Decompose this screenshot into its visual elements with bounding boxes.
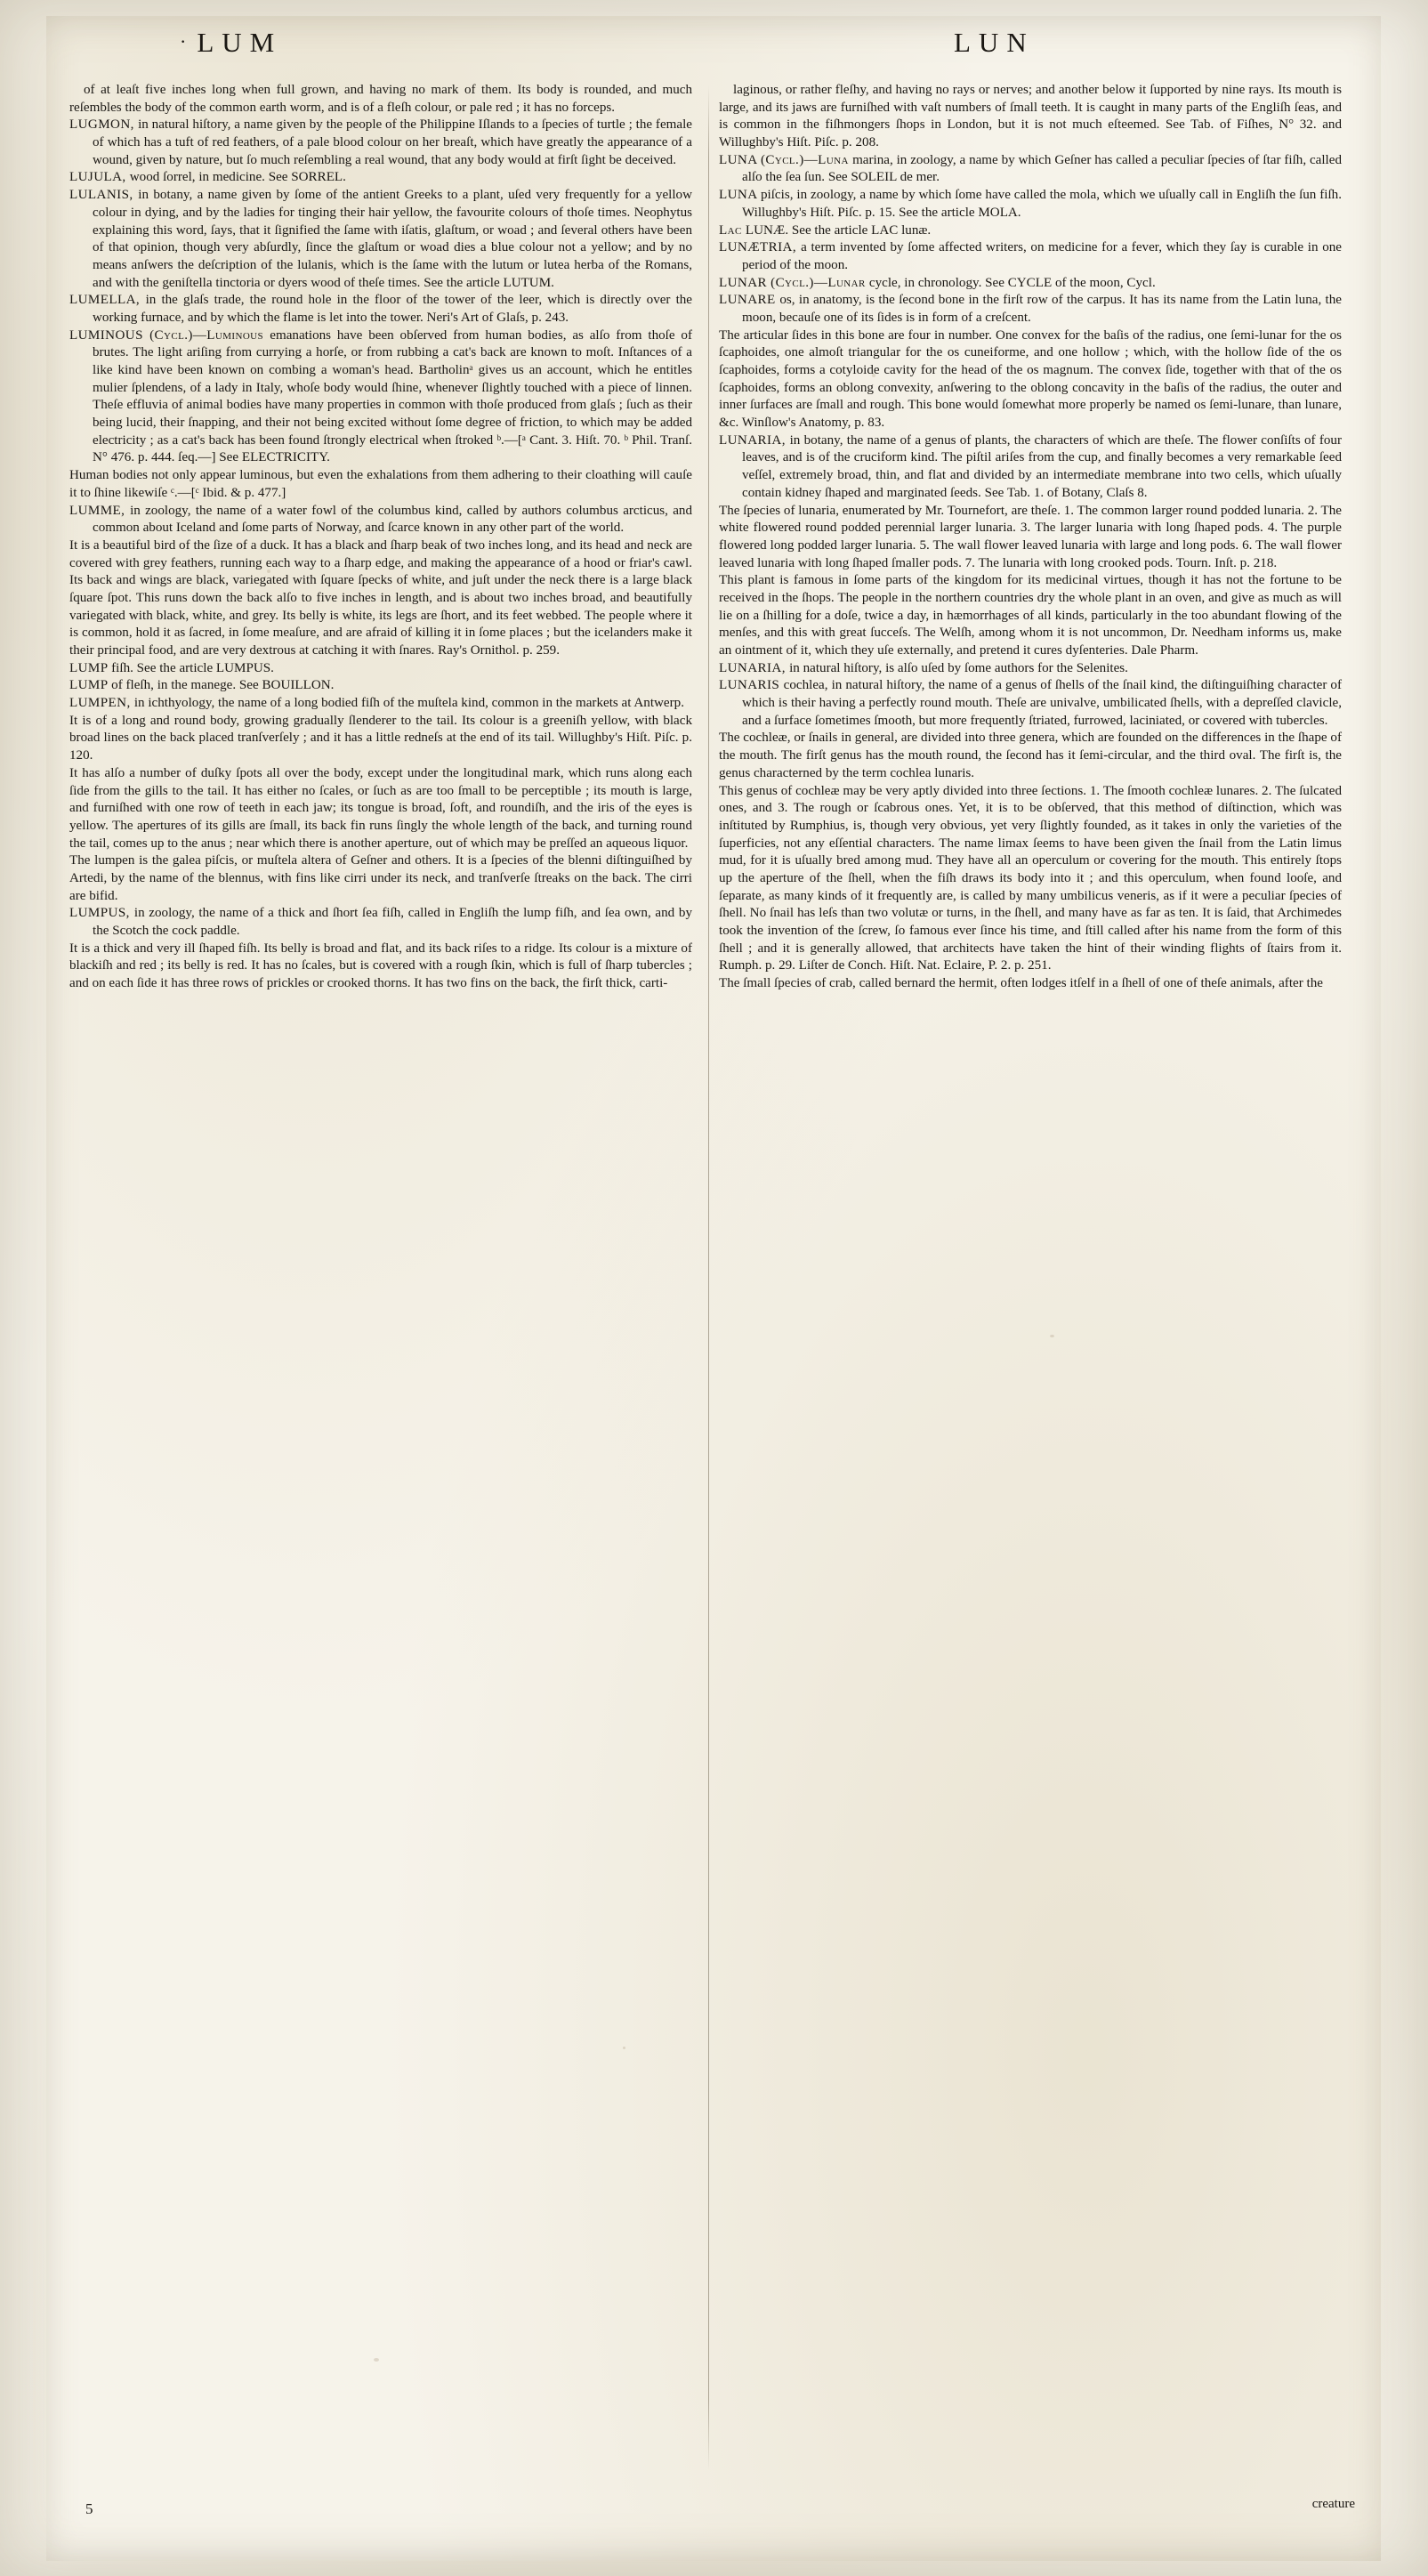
dictionary-entry xyxy=(69,905,692,940)
entry-text: This plant is famous in ſome parts of the kingdom for its medicinal virtues, though it has not the fortune to be received in the ſhops. The people in the northern countries dry the whole plant in an oven, and give as much as will lie on a ſhilling for a doſe, twice a day, in hæmorrhages of all kinds, particularly in the too abundant flowing of the menſes, and this with great ſucceſs. The Welſh, among whom it is not uncommon, Dr. Needham informs us, make an ointment of it, which they uſe externally, and pretend it cures dyſenteries. Dale Pharm. xyxy=(719,573,1342,658)
entry-paragraph xyxy=(719,82,1342,152)
entry-paragraph xyxy=(719,503,1342,573)
entry-text: The articular ſides in this bone are four in number. One convex for the baſis of the radius, one ſemi-lunar for the os ſcaphoides, one almoſt triangular for the os cuneiforme, and one hollow ; which, with the hollow ſide of the os ſcaphoides, forms a cotyloide cavity for the head of the os magnum. The convex ſide, together with that of the os ſcaphoides, forms an oblong convexity, anſwering to the oblong concavity in the baſis of the radius, the outer and inner ſurfaces are ſmall and rough. This bone would ſomewhat more properly be named os ſemi-lunare, than lunare, &c. Winſlow's Anatomy, p. 83. xyxy=(719,327,1342,431)
entry-paragraph xyxy=(69,765,692,852)
page-folio: 5 xyxy=(85,2500,93,2517)
dictionary-entry xyxy=(69,503,692,537)
entry-headword: LUMELLA, xyxy=(69,293,146,308)
entry-headword: LUMP xyxy=(69,660,112,675)
entry-text: It is a beautiful bird of the ſize of a duck. It has a black and ſharp beak of two inches long, and its head and neck are covered with grey feathers, running each way to a ſharp edge, and making the appearance of a hood or friar's cawl. Its back and wings are black, variegated with ſquare ſpecks of white, and juſt under the neck there is a large black ſquare ſpot. This runs down the back alſo to five inches in length, and is about two inches broad, and beautifully variegated with black, white, and grey. Its belly is white, its legs are ſhort, and its feet webbed. The people where it is common, hold it as ſacred, in ſome meaſure, and are afraid of killing it in ſome places ; but the icelanders make it their principal food, and are very dextrous at catching it with ſnares. Ray's Ornithol. p. 259. xyxy=(69,537,692,658)
entry-text: It is of a long and round body, growing gradually ſlenderer to the tail. Its colour is a greeniſh yellow, with black broad lines on the back placed tranſverſely ; and it has a little redneſs at the end of its tail. Willughby's Hiſt. Piſc. p. 120. xyxy=(69,713,692,763)
entry-headword: LUNARIA, xyxy=(719,432,790,448)
catchword: creature xyxy=(1311,2497,1355,2511)
entry-text: in botany, the name of a genus of plants, the characters of which are theſe. The flower conſiſts of four leaves, and is of the cruciform kind. The piſtil ariſes from the cup, and finally becomes a very remarkable ſeed veſſel, extremely broad, thin, and flat and divided by an intermediate membrane into two cells, which uſually contain kidney ſhaped and marginated ſeeds. See Tab. 1. of Botany, Claſs 8. xyxy=(742,432,1342,500)
right-column xyxy=(719,82,1342,2484)
entry-headword: LUGMON, xyxy=(69,117,139,133)
entry-headword: LUNA xyxy=(719,188,761,203)
dictionary-entry xyxy=(719,275,1342,293)
dictionary-entry xyxy=(719,660,1342,678)
entry-headword: LUMPEN, xyxy=(69,696,134,711)
entry-paragraph xyxy=(69,713,692,765)
entry-text: It is a thick and very ill ſhaped fiſh. Its belly is broad and flat, and its back riſes to a ridge. Its colour is a mixture of blackiſh and red ; its belly is red. It has no ſcales, but is covered with a rough ſkin, which is full of ſharp tubercles ; and on each ſide it has three rows of prickles or crooked thorns. It has two fins on the back, the firſt thick, carti- xyxy=(69,941,692,991)
entry-text: in natural hiſtory, is alſo uſed by ſome authors for the Selenites. xyxy=(789,660,1128,675)
entry-paragraph xyxy=(719,730,1342,782)
entry-headword: LUNARE xyxy=(719,293,780,308)
dictionary-entry xyxy=(719,432,1342,503)
entry-headword: LUMPUS, xyxy=(69,906,134,921)
entry-headword: LUJULA, xyxy=(69,170,130,185)
dictionary-entry xyxy=(69,117,692,169)
running-header-left-text: LUM xyxy=(197,27,283,58)
entry-headword: LUNA (Cycl.)—Luna xyxy=(719,152,853,167)
entry-paragraph xyxy=(69,941,692,993)
entry-headword: LULANIS, xyxy=(69,188,139,203)
dictionary-entry xyxy=(719,187,1342,222)
entry-text: emanations have been obſerved from human bodies, as alſo from thoſe of brutes. The light ariſing from currying a horſe, or from rubbing a cat's back are known to moſt. Inſtances of a like kind have been known on combing a woman's head. Bartholinᵃ gives us an account, which he entitles mulier ſplendens, of a lady in Italy, whoſe body would ſhine, whenever ſlightly touched with a piece of linnen. Theſe effluvia of animal bodies have many properties in common with thoſe produced from glaſs ; ſuch as their being lucid, their ſnapping, and their not being excited without ſome degree of friction, to which may be added electricity ; as a cat's back has been found ſtrongly electrical when ſtroked ᵇ.—[ᵃ Cant. 3. Hiſt. 70. ᵇ Phil. Tranſ. N° 476. p. 444. ſeq.—] See ELECTRICITY. xyxy=(93,327,692,465)
text-columns xyxy=(69,82,1358,2484)
entry-text: laginous, or rather fleſhy, and having no rays or nerves; and another below it ſupported by nine rays. Its mouth is large, and its jaws are furniſhed with vaſt numbers of ſmall teeth. It is caught in many parts of the Engliſh ſeas, and is common in the fiſhmongers ſhops in London, but it is not much eſteemed. See Tab. of Fiſhes, N° 32. and Willughby's Hiſt. Piſc. p. 208. xyxy=(719,83,1342,150)
dictionary-entry xyxy=(719,222,1342,240)
entry-text: cycle, in chronology. See CYCLE of the moon, Cycl. xyxy=(868,275,1156,290)
entry-text: in zoology, the name of a thick and ſhort ſea fiſh, called in Engliſh the lump fiſh, and ſea own, and by the Scotch the cock paddle. xyxy=(93,906,692,938)
entry-text: This genus of cochleæ may be very aptly divided into three ſections. 1. The ſmooth cochleæ lunares. 2. The ſulcated ones, and 3. The rough or ſcabrous ones. Yet, it is to be obſerved, that this method of diſtinction, which was inſtituted by Rumphius, is, though very obvious, yet very ſlightly founded, as it takes in only the varieties of the ſuperficies, not any eſſential characters. The name limax ſeems to have been given the ſnail from the Latin limus mud, for it is uſually bred among mud. They have all an operculum or covering for the mouth. This entirely ſtops up the aperture of the ſhell, when the fiſh draws its body into it ; and this operculum, when found looſe, and ſeparate, as many kinds of it frequently are, is called by many umbilicus veneris, as if it were a peculiar ſpecies of ſhell. No ſnail has leſs than two volutæ or turns, in the ſhell, and many have as far as ten. It is ſaid, that Archimedes took the invention of the ſcrew, ſo famous ever ſince his time, and ſtill called after his name from the form of this ſhell ; and it is generally allowed, that architects have taken the hint of their winding flights of ſtairs from it. Rumph. p. 29. Liſter de Conch. Hiſt. Nat. Eclaire, P. 2. p. 251. xyxy=(719,783,1342,973)
dictionary-entry xyxy=(719,152,1342,187)
dictionary-entry xyxy=(719,292,1342,327)
entry-text: The cochleæ, or ſnails in general, are divided into three genera, which are founded on the differences in the ſhape of the mouth. The firſt genus has the mouth round, the ſecond has it ſemi-circular, and the third oval. The firſt is, the genus characterned by the term cochlea lunaris. xyxy=(719,731,1342,780)
entry-text: marina, in zoology, a name by which Geſner has called a peculiar ſpecies of ſtar fiſh, called alſo the ſea ſun. See SOLEIL de mer. xyxy=(742,152,1342,185)
entry-text: of at leaſt five inches long when full grown, and having no mark of them. Its body is rounded, and much reſembles the body of the common earth worm, and is of a fleſh colour, or pale red ; it has no forceps. xyxy=(69,83,692,115)
entry-headword: LUMINOUS (Cycl.)—Luminous xyxy=(69,327,270,343)
entry-paragraph xyxy=(69,82,692,117)
entry-text: in natural hiſtory, a name given by the people of the Philippine Iſlands to a ſpecies of turtle ; the female of which has a tuft of red feathers, of a pale blood colour on her breaſt, which have greatly the appearance of a wound, given by nature, but ſo much reſembling a real wound, that any body would at firſt ſight be deceived. xyxy=(93,117,692,167)
dictionary-entry xyxy=(69,169,692,187)
entry-headword: LUMP xyxy=(69,678,112,693)
entry-paragraph xyxy=(719,572,1342,659)
entry-text: It has alſo a number of duſky ſpots all over the body, except under the longitudinal mark, which runs along each ſide from the gills to the tail. It has either no ſcales, or ſuch as are too ſmall to be perceptible ; its mouth is large, and furniſhed with one row of teeth in each jaw; its tongue is broad, ſoft, and roundiſh, and the iris of the eyes is yellow. The apertures of its gills are ſmall, its back fin runs ſingly the whole length of the back, and turning round the tail, comes up to the anus ; near which there is another aperture, out of which may be preſſed an aqueous liquor. xyxy=(69,765,692,851)
entry-text: piſcis, in zoology, a name by which ſome have called the mola, which we uſually call in Engliſh the ſun fiſh. Willughby's Hiſt. Piſc. p. 15. See the article MOLA. xyxy=(742,188,1342,220)
running-header-right: LUN xyxy=(954,27,1035,58)
entry-paragraph xyxy=(69,467,692,502)
running-header-left xyxy=(180,27,282,59)
entry-text: Human bodies not only appear luminous, but even the exhalations from them adhering to their cloathing will cauſe it to ſhine likewiſe ᶜ.—[ᶜ Ibid. & p. 477.] xyxy=(69,468,692,500)
dictionary-entry xyxy=(69,677,692,695)
entry-text: The ſpecies of lunaria, enumerated by Mr. Tournefort, are theſe. 1. The common larger round podded lunaria. 2. The white flowered round podded perennial larger lunaria. 3. The larger lunaria with long ſhaped pods. 4. The purple flowered long podded larger lunaria. 5. The wall flower leaved lunaria with large and long pods. 6. The wall flower leaved lunaria with long ſhaped ſmaller pods. 7. The lunaria with long crooked pods. Tourn. Inſt. p. 218. xyxy=(719,503,1342,570)
dictionary-entry xyxy=(69,187,692,292)
entry-text: in botany, a name given by ſome of the antient Greeks to a plant, uſed very frequently for a yellow colour in dying, and by the ladies for tinging their hair yellow, the favourite colours of thoſe times. Neophytus explaining this word, ſays, that it ſignified the ſame with iſatis, glaſtum, or woad ; and ſeveral others have been of that opinion, though very abſurdly, ſince the glaſtum or woad dies a blue colour not a yellow; and by no means anſwers the deſcription of the lulanis, which is the ſame with the lutum or lutea herba of the Romans, and with the geniſtella tinctoria or dyers wood of theſe times. See the article LUTUM. xyxy=(93,188,692,290)
entry-headword: Lac xyxy=(719,222,746,238)
entry-paragraph xyxy=(719,975,1342,993)
entry-headword: LUMME, xyxy=(69,503,131,518)
entry-text: The lumpen is the galea piſcis, or muſtela altera of Geſner and others. It is a ſpecies of the blenni diſtinguiſhed by Artedi, by the name of the blennus, with fins like cirri under its neck, and tranſverſe ſtreaks on the back. The cirri are bifid. xyxy=(69,853,692,903)
entry-text: fiſh. See the article LUMPUS. xyxy=(111,660,274,675)
entry-text: wood ſorrel, in medicine. See SORREL. xyxy=(129,170,346,185)
entry-text: of fleſh, in the manege. See BOUILLON. xyxy=(111,678,335,693)
running-header xyxy=(46,27,1381,73)
entry-text: The ſmall ſpecies of crab, called bernard the hermit, often lodges itſelf in a ſhell of one of theſe animals, after the xyxy=(719,976,1323,991)
dictionary-entry xyxy=(69,695,692,713)
entry-text: a term invented by ſome affected writers, on medicine for a fever, which they ſay is curable in one period of the moon. xyxy=(742,240,1342,272)
entry-text: in ichthyology, the name of a long bodied fiſh of the muſtela kind, common in the markets at Antwerp. xyxy=(133,696,684,711)
entry-text: in zoology, the name of a water fowl of the columbus kind, called by authors columbus arcticus, and common about Iceland and ſome parts of Norway, and ſcarce known in any other part of the world. xyxy=(93,503,692,536)
entry-text: cochlea, in natural hiſtory, the name of a genus of ſhells of the ſnail kind, the diſtinguiſhing character of which is their having a perfectly round mouth. Theſe are univalve, umbilicated ſhells, with a depreſſed clavicle, and a ſurface ſometimes ſmooth, but more frequently ſtriated, furrowed, laciniated, or covered with tubercles. xyxy=(742,678,1342,728)
entry-text: in the glaſs trade, the round hole in the floor of the tower of the leer, which is directly over the working furnace, and by which the flame is let into the tower. Neri's Art of Glaſs, p. 243. xyxy=(93,293,693,325)
entry-paragraph xyxy=(719,327,1342,432)
entry-text: os, in anatomy, is the ſecond bone in the firſt row of the carpus. It has its name from the Latin luna, the moon, becauſe one of its ſides is in form of a creſcent. xyxy=(742,293,1342,325)
header-dot: · xyxy=(180,30,187,52)
dictionary-entry xyxy=(719,677,1342,730)
entry-headword: LUNÆTRIA, xyxy=(719,240,802,255)
entry-text: LUNÆ. See the article LAC lunæ. xyxy=(745,222,932,238)
left-column xyxy=(69,82,692,2484)
entry-paragraph xyxy=(69,537,692,660)
dictionary-entry xyxy=(719,239,1342,274)
entry-headword: LUNARIS xyxy=(719,678,784,693)
dictionary-entry xyxy=(69,292,693,327)
entry-headword: LUNARIA, xyxy=(719,660,790,675)
entry-paragraph xyxy=(719,783,1342,976)
entry-headword: LUNAR (Cycl.)—Lunar xyxy=(719,275,869,290)
dictionary-entry xyxy=(69,327,692,468)
entry-paragraph xyxy=(69,852,692,905)
dictionary-entry xyxy=(69,660,692,678)
